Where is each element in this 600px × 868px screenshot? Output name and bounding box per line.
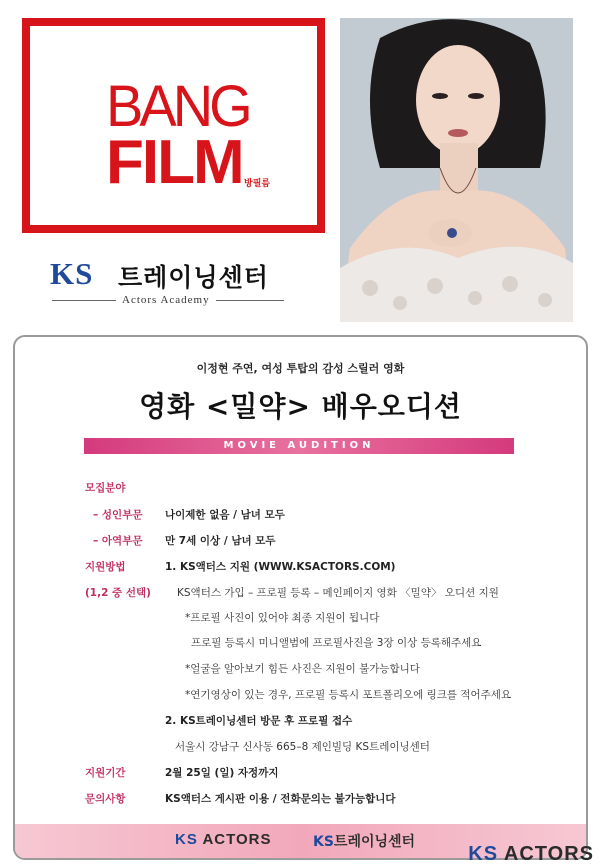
note-2: 프로필 등록시 미니앨범에 프로필사진을 3장 이상 등록해주세요 [191, 637, 482, 649]
period-label: 지원기간 [85, 767, 126, 779]
address: 서울시 강남구 신사동 665–8 제인빌딩 KS트레이닝센터 [175, 741, 430, 753]
footer-ks-letters-2: KS [313, 834, 334, 850]
footer-ks-training [313, 831, 415, 851]
method-1-detail: KS액터스 가입 – 프로필 등록 – 메인페이지 영화 〈밀약〉 오디션 지원 [177, 587, 499, 599]
portrait-illustration [340, 18, 573, 322]
method-2: 2. KS트레이닝센터 방문 후 프로필 접수 [165, 715, 353, 727]
method-label: 지원방법 [85, 561, 126, 573]
footer-actors-text: ACTORS [197, 831, 272, 848]
ks-logo-subtitle: Actors Academy [116, 294, 216, 306]
movie-audition-band: MOVIE AUDITION [84, 438, 514, 454]
corner-actors-text: ACTORS [498, 843, 594, 865]
audition-notice-card [13, 335, 588, 860]
notice-headline: 영화 <밀약> 배우오디션 [139, 390, 462, 423]
ks-training-center-logo [50, 256, 290, 311]
period-value: 2월 25일 (일) 자정까지 [165, 767, 279, 779]
footer-training-text: 트레이닝센터 [333, 834, 416, 850]
corner-ks-letters: KS [468, 843, 499, 865]
bang-film-logo [22, 18, 325, 233]
field-label: 모집분야 [85, 482, 126, 494]
ks-logo-name: 트레이닝센터 [118, 263, 269, 292]
logo-film-text: FILM [106, 128, 243, 197]
method-1: 1. KS액터스 지원 (WWW.KSACTORS.COM) [165, 561, 396, 573]
note-1: *프로필 사진이 있어야 최종 지원이 됩니다 [185, 612, 380, 624]
inquiry-value: KS액터스 게시판 이용 / 전화문의는 불가능합니다 [165, 793, 396, 805]
note-3: *얼굴을 알아보기 힘든 사진은 지원이 불가능합니다 [185, 663, 420, 675]
child-label: – 아역부문 [93, 535, 143, 547]
actress-portrait [340, 18, 573, 322]
logo-bang-text: BANG [106, 72, 249, 139]
footer-ks-actors [175, 831, 272, 848]
ks-actors-corner-logo [468, 843, 594, 866]
child-value: 만 7세 이상 / 남녀 모두 [165, 535, 276, 547]
notice-subtitle: 이정현 주연, 여성 투탑의 감성 스릴러 영화 [196, 362, 405, 375]
footer-ks-letters-1: KS [175, 831, 198, 848]
inquiry-label: 문의사항 [85, 793, 126, 805]
note-4: *연기영상이 있는 경우, 프로필 등록시 포트폴리오에 링크를 적어주세요 [185, 689, 512, 701]
choice-label: (1,2 중 선택) [85, 587, 151, 599]
ks-logo-letters: KS [50, 256, 94, 291]
adult-value: 나이제한 없음 / 남녀 모두 [165, 509, 285, 521]
logo-korean-text: 방필름 [244, 179, 271, 189]
adult-label: – 성인부문 [93, 509, 143, 521]
